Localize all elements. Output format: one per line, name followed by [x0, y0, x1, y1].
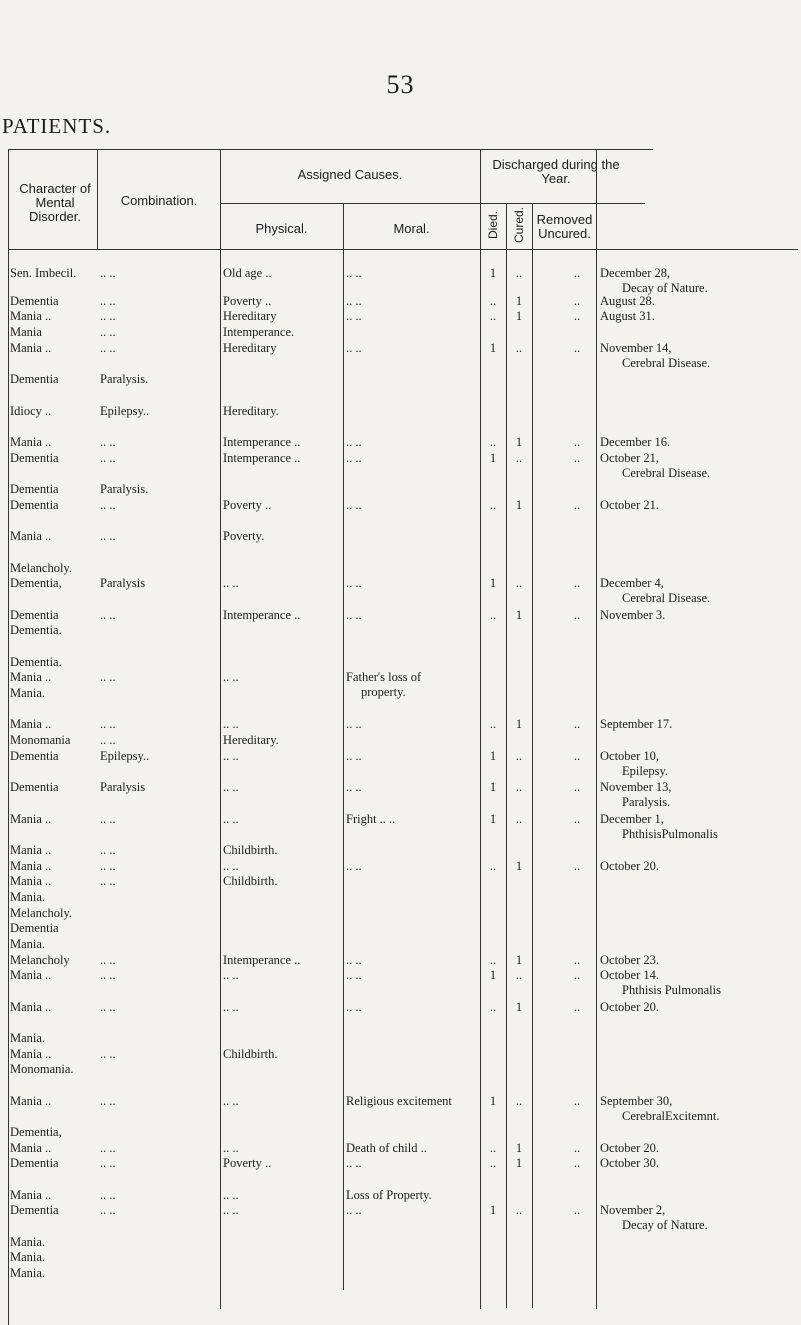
- header-character: Character of Mental Disorder.: [19, 181, 91, 224]
- cell-died: ..: [489, 859, 497, 873]
- cell-disorder: Sen. Imbecil.: [10, 266, 77, 280]
- cell-disorder: Dementia: [10, 749, 59, 763]
- cell-disorder: Idiocy ..: [10, 404, 52, 418]
- cell-combination: .. ..: [100, 451, 116, 465]
- cell-remarks-continued: Paralysis.: [622, 795, 671, 809]
- cell-died: ..: [489, 1156, 497, 1170]
- cell-combination: Paralysis.: [100, 482, 149, 496]
- cell-combination: Paralysis: [100, 780, 146, 794]
- cell-remarks: December 28,: [600, 266, 671, 280]
- cell-died: 1: [489, 968, 497, 982]
- cell-physical: Hereditary: [223, 309, 277, 323]
- cell-moral: Death of child ..: [346, 1141, 427, 1155]
- cell-physical: .. ..: [223, 670, 239, 684]
- cell-physical: Old age ..: [223, 266, 272, 280]
- cell-disorder: Melancholy: [10, 953, 70, 967]
- cell-moral: .. ..: [346, 953, 362, 967]
- cell-moral: .. ..: [346, 1000, 362, 1014]
- cell-removed: ..: [573, 608, 581, 622]
- cell-combination: Paralysis: [100, 576, 146, 590]
- cell-physical: Intemperance.: [223, 325, 295, 339]
- cell-removed: ..: [573, 1156, 581, 1170]
- cell-combination: Epilepsy..: [100, 404, 150, 418]
- cell-cured: 1: [515, 498, 523, 512]
- cell-physical: Childbirth.: [223, 1047, 278, 1061]
- cell-removed: ..: [573, 309, 581, 323]
- cell-died: ..: [489, 608, 497, 622]
- cell-died: 1: [489, 812, 497, 826]
- cell-combination: .. ..: [100, 294, 116, 308]
- cell-removed: ..: [573, 1141, 581, 1155]
- cell-died: ..: [489, 435, 497, 449]
- cell-remarks: November 13,: [600, 780, 672, 794]
- cell-disorder: Dementia: [10, 482, 59, 496]
- cell-disorder: Dementia.: [10, 623, 62, 637]
- cell-combination: .. ..: [100, 309, 116, 323]
- cell-physical: .. ..: [223, 576, 239, 590]
- cell-physical: Hereditary: [223, 341, 277, 355]
- cell-disorder: Mania.: [10, 1266, 46, 1280]
- cell-removed: ..: [573, 341, 581, 355]
- cell-disorder: Mania ..: [10, 1094, 52, 1108]
- cell-moral-continued: property.: [361, 685, 406, 699]
- cell-died: 1: [489, 1203, 497, 1217]
- cell-combination: .. ..: [100, 435, 116, 449]
- cell-remarks-continued: Phthisis Pulmonalis: [622, 983, 721, 997]
- cell-cured: 1: [515, 435, 523, 449]
- cell-combination: .. ..: [100, 608, 116, 622]
- cell-removed: ..: [573, 812, 581, 826]
- header-removed: Removed Uncured.: [536, 212, 593, 241]
- cell-remarks-continued: Cerebral Disease.: [622, 356, 711, 370]
- cell-disorder: Mania.: [10, 1235, 46, 1249]
- cell-combination: .. ..: [100, 341, 116, 355]
- cell-physical: .. ..: [223, 968, 239, 982]
- cell-combination: .. ..: [100, 325, 116, 339]
- cell-disorder: Dementia: [10, 1203, 59, 1217]
- cell-physical: .. ..: [223, 812, 239, 826]
- cell-removed: ..: [573, 498, 581, 512]
- cell-moral: Fright .. ..: [346, 812, 396, 826]
- col-rule-7: [596, 149, 597, 1309]
- cell-remarks: November 2,: [600, 1203, 666, 1217]
- header-cured: Cured.: [512, 206, 526, 244]
- cell-disorder: Mania ..: [10, 341, 52, 355]
- header-bottom-rule: [8, 249, 798, 250]
- cell-moral: .. ..: [346, 749, 362, 763]
- cell-disorder: Dementia: [10, 294, 59, 308]
- cell-died: 1: [489, 749, 497, 763]
- assigned-subrule: [220, 203, 480, 204]
- cell-disorder: Mania ..: [10, 717, 52, 731]
- cell-moral: .. ..: [346, 859, 362, 873]
- cell-removed: ..: [573, 435, 581, 449]
- cell-remarks: October 14.: [600, 968, 660, 982]
- cell-died: 1: [489, 266, 497, 280]
- cell-disorder: Dementia: [10, 498, 59, 512]
- cell-moral: .. ..: [346, 1203, 362, 1217]
- cell-combination: .. ..: [100, 859, 116, 873]
- cell-remarks: October 20.: [600, 1141, 660, 1155]
- cell-died: ..: [489, 717, 497, 731]
- cell-disorder: Mania: [10, 325, 42, 339]
- cell-remarks: August 28.: [600, 294, 655, 308]
- header-moral: Moral.: [393, 221, 430, 236]
- cell-physical: Poverty ..: [223, 294, 272, 308]
- cell-removed: ..: [573, 780, 581, 794]
- cell-remarks: October 20.: [600, 1000, 660, 1014]
- cell-cured: ..: [515, 749, 523, 763]
- cell-cured: ..: [515, 1094, 523, 1108]
- cell-died: 1: [489, 1094, 497, 1108]
- cell-cured: 1: [515, 717, 523, 731]
- cell-combination: .. ..: [100, 529, 116, 543]
- cell-physical: Childbirth.: [223, 874, 278, 888]
- cell-disorder: Mania.: [10, 686, 46, 700]
- cell-removed: ..: [573, 1203, 581, 1217]
- cell-cured: 1: [515, 1000, 523, 1014]
- cell-disorder: Mania ..: [10, 812, 52, 826]
- cell-cured: ..: [515, 266, 523, 280]
- header-physical: Physical.: [255, 221, 308, 236]
- cell-remarks-continued: CerebralExcitemnt.: [622, 1109, 720, 1123]
- cell-disorder: Mania ..: [10, 1000, 52, 1014]
- cell-disorder: Mania.: [10, 890, 46, 904]
- cell-moral: .. ..: [346, 294, 362, 308]
- cell-disorder: Dementia: [10, 451, 59, 465]
- cell-disorder: Mania ..: [10, 309, 52, 323]
- cell-died: 1: [489, 451, 497, 465]
- cell-moral: .. ..: [346, 266, 362, 280]
- cell-remarks: December 16.: [600, 435, 671, 449]
- cell-removed: ..: [573, 294, 581, 308]
- cell-died: ..: [489, 309, 497, 323]
- cell-cured: ..: [515, 812, 523, 826]
- col-rule-2: [220, 149, 221, 1309]
- cell-disorder: Mania ..: [10, 1047, 52, 1061]
- cell-moral: .. ..: [346, 435, 362, 449]
- cell-remarks-continued: Cerebral Disease.: [622, 466, 711, 480]
- cell-cured: 1: [515, 953, 523, 967]
- cell-combination: .. ..: [100, 1094, 116, 1108]
- cell-combination: .. ..: [100, 1141, 116, 1155]
- cell-remarks-continued: Cerebral Disease.: [622, 591, 711, 605]
- cell-remarks: October 30.: [600, 1156, 660, 1170]
- cell-combination: Epilepsy..: [100, 749, 150, 763]
- cell-cured: ..: [515, 576, 523, 590]
- cell-combination: .. ..: [100, 1000, 116, 1014]
- cell-remarks: October 10,: [600, 749, 660, 763]
- cell-moral: .. ..: [346, 498, 362, 512]
- cell-moral: .. ..: [346, 780, 362, 794]
- cell-combination: Paralysis.: [100, 372, 149, 386]
- cell-remarks-continued: PhthisisPulmonalis: [622, 827, 718, 841]
- cell-disorder: Dementia: [10, 1156, 59, 1170]
- cell-cured: ..: [515, 451, 523, 465]
- cell-physical: Intemperance ..: [223, 953, 301, 967]
- cell-physical: .. ..: [223, 1094, 239, 1108]
- header-discharged: Discharged during the Year.: [492, 157, 620, 186]
- cell-moral: .. ..: [346, 608, 362, 622]
- cell-moral: Religious excitement: [346, 1094, 452, 1108]
- cell-disorder: Dementia,: [10, 1125, 62, 1139]
- cell-remarks: October 23.: [600, 953, 660, 967]
- cell-disorder: Dementia: [10, 608, 59, 622]
- cell-cured: ..: [515, 968, 523, 982]
- cell-removed: ..: [573, 749, 581, 763]
- cell-remarks: December 4,: [600, 576, 664, 590]
- header-combination: Combination.: [120, 193, 198, 208]
- cell-moral: .. ..: [346, 451, 362, 465]
- cell-disorder: Mania.: [10, 937, 46, 951]
- cell-removed: ..: [573, 859, 581, 873]
- cell-cured: 1: [515, 859, 523, 873]
- cell-combination: .. ..: [100, 843, 116, 857]
- cell-remarks: August 31.: [600, 309, 655, 323]
- cell-removed: ..: [573, 953, 581, 967]
- cell-disorder: Mania ..: [10, 1141, 52, 1155]
- page-number: 53: [386, 70, 415, 99]
- cell-removed: ..: [573, 1094, 581, 1108]
- col-rule-6: [532, 203, 533, 1308]
- cell-cured: 1: [515, 294, 523, 308]
- cell-physical: .. ..: [223, 1203, 239, 1217]
- cell-removed: ..: [573, 451, 581, 465]
- cell-died: ..: [489, 953, 497, 967]
- header-assigned-causes: Assigned Causes.: [297, 167, 403, 182]
- cell-cured: ..: [515, 1203, 523, 1217]
- cell-remarks: September 17.: [600, 717, 673, 731]
- cell-combination: .. ..: [100, 812, 116, 826]
- cell-disorder: Mania ..: [10, 670, 52, 684]
- cell-remarks: November 14,: [600, 341, 672, 355]
- cell-died: ..: [489, 1141, 497, 1155]
- cell-combination: .. ..: [100, 733, 116, 747]
- cell-combination: .. ..: [100, 953, 116, 967]
- cell-combination: .. ..: [100, 1203, 116, 1217]
- cell-died: ..: [489, 498, 497, 512]
- cell-removed: ..: [573, 717, 581, 731]
- cell-remarks: October 21,: [600, 451, 660, 465]
- cell-combination: .. ..: [100, 1156, 116, 1170]
- cell-disorder: Monomania: [10, 733, 71, 747]
- cell-remarks: December 1,: [600, 812, 664, 826]
- cell-remarks-continued: Decay of Nature.: [622, 1218, 708, 1232]
- cell-moral: Father's loss of: [346, 670, 422, 684]
- cell-moral: Loss of Property.: [346, 1188, 432, 1202]
- cell-physical: .. ..: [223, 749, 239, 763]
- cell-cured: 1: [515, 309, 523, 323]
- cell-combination: .. ..: [100, 1188, 116, 1202]
- cell-disorder: Mania ..: [10, 843, 52, 857]
- cell-cured: ..: [515, 341, 523, 355]
- cell-moral: .. ..: [346, 576, 362, 590]
- cell-physical: Intemperance ..: [223, 435, 301, 449]
- cell-disorder: Mania ..: [10, 874, 52, 888]
- cell-disorder: Dementia: [10, 372, 59, 386]
- cell-disorder: Mania.: [10, 1250, 46, 1264]
- cell-cured: ..: [515, 780, 523, 794]
- cell-physical: Poverty ..: [223, 498, 272, 512]
- cell-remarks: October 20.: [600, 859, 660, 873]
- cell-physical: Intemperance ..: [223, 451, 301, 465]
- cell-disorder: Mania ..: [10, 435, 52, 449]
- cell-disorder: Melancholy.: [10, 561, 73, 575]
- cell-physical: Childbirth.: [223, 843, 278, 857]
- cell-disorder: Dementia.: [10, 655, 62, 669]
- cell-disorder: Dementia: [10, 921, 59, 935]
- cell-combination: .. ..: [100, 717, 116, 731]
- header-died: Died.: [486, 211, 500, 240]
- cell-physical: .. ..: [223, 1000, 239, 1014]
- cell-combination: .. ..: [100, 968, 116, 982]
- cell-physical: Hereditary.: [223, 404, 279, 418]
- cell-removed: ..: [573, 1000, 581, 1014]
- cell-physical: Poverty ..: [223, 1156, 272, 1170]
- cell-moral: .. ..: [346, 1156, 362, 1170]
- cell-disorder: Monomania.: [10, 1062, 74, 1076]
- col-rule-3: [343, 203, 344, 1290]
- cell-died: 1: [489, 341, 497, 355]
- table-top-rule: [8, 149, 653, 150]
- cell-disorder: Dementia: [10, 780, 59, 794]
- cell-physical: .. ..: [223, 780, 239, 794]
- cell-physical: .. ..: [223, 859, 239, 873]
- cell-physical: Poverty.: [223, 529, 265, 543]
- cell-combination: .. ..: [100, 874, 116, 888]
- cell-combination: .. ..: [100, 1047, 116, 1061]
- cell-physical: .. ..: [223, 1141, 239, 1155]
- cell-combination: .. ..: [100, 498, 116, 512]
- cell-cured: 1: [515, 1156, 523, 1170]
- page-heading: PATIENTS.: [2, 114, 112, 138]
- cell-removed: ..: [573, 968, 581, 982]
- cell-disorder: Mania.: [10, 1031, 46, 1045]
- cell-died: ..: [489, 294, 497, 308]
- cell-died: 1: [489, 780, 497, 794]
- cell-disorder: Mania ..: [10, 1188, 52, 1202]
- cell-combination: .. ..: [100, 670, 116, 684]
- cell-remarks-continued: Epilepsy.: [622, 764, 669, 778]
- cell-disorder: Mania ..: [10, 859, 52, 873]
- cell-moral: .. ..: [346, 717, 362, 731]
- cell-moral: .. ..: [346, 341, 362, 355]
- cell-removed: ..: [573, 576, 581, 590]
- cell-remarks: November 3.: [600, 608, 666, 622]
- cell-disorder: Melancholy.: [10, 906, 73, 920]
- cell-disorder: Mania ..: [10, 529, 52, 543]
- discharged-subrule: [480, 203, 645, 204]
- cell-physical: .. ..: [223, 717, 239, 731]
- cell-combination: .. ..: [100, 266, 116, 280]
- cell-removed: ..: [573, 266, 581, 280]
- cell-remarks: October 21.: [600, 498, 660, 512]
- cell-cured: 1: [515, 608, 523, 622]
- cell-physical: Hereditary.: [223, 733, 279, 747]
- cell-physical: .. ..: [223, 1188, 239, 1202]
- cell-cured: 1: [515, 1141, 523, 1155]
- cell-remarks: September 30,: [600, 1094, 673, 1108]
- cell-died: ..: [489, 1000, 497, 1014]
- cell-moral: .. ..: [346, 309, 362, 323]
- cell-moral: .. ..: [346, 968, 362, 982]
- cell-disorder: Mania ..: [10, 968, 52, 982]
- left-rule: [8, 149, 9, 1325]
- cell-disorder: Dementia,: [10, 576, 62, 590]
- cell-died: 1: [489, 576, 497, 590]
- cell-physical: Intemperance ..: [223, 608, 301, 622]
- cell-remarks-continued: Decay of Nature.: [622, 281, 708, 295]
